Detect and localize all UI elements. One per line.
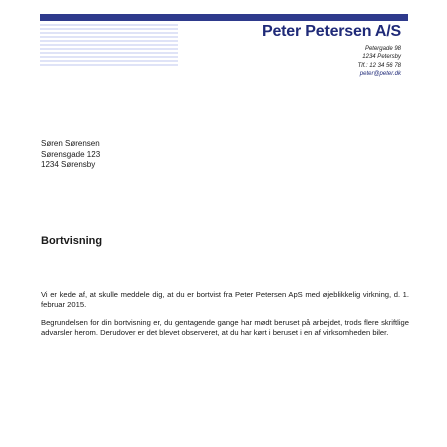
recipient-block xyxy=(41,139,100,171)
paragraph-text: Begrundelsen for din bortvisning er, du gentagende gange har mødt beruset på arbejdet, trods flere skriftlige advarsler herom. Derudover er det blevet observeret, at du har kørt i beruset i en af virksomheden biler. xyxy=(41,318,409,337)
letter-paragraph-1 xyxy=(41,290,409,310)
header-stripes xyxy=(40,24,178,68)
recipient-name: Søren Sørensen xyxy=(41,139,100,148)
recipient-city: 1234 Sørensby xyxy=(41,160,96,169)
paragraph-text: Vi er kede af, at skulle meddele dig, at du er bortvist fra Peter Petersen ApS med øjeblikkelig virkning, d. 1. februar 2015. xyxy=(41,290,409,309)
sender-city: 1234 Petersby xyxy=(362,54,401,61)
recipient-street: Sørensgade 123 xyxy=(41,149,101,159)
company-name: Peter Petersen A/S xyxy=(262,23,401,40)
letter-subject: Bortvisning xyxy=(41,235,103,247)
letter-paragraph-2 xyxy=(41,318,409,338)
header-bar xyxy=(40,14,408,21)
sender-email: peter@peter.dk xyxy=(359,70,401,77)
sender-phone: Tlf.: 12 34 56 78 xyxy=(357,62,401,69)
sender-block xyxy=(262,23,401,78)
sender-street: Petergade 98 xyxy=(364,46,401,52)
